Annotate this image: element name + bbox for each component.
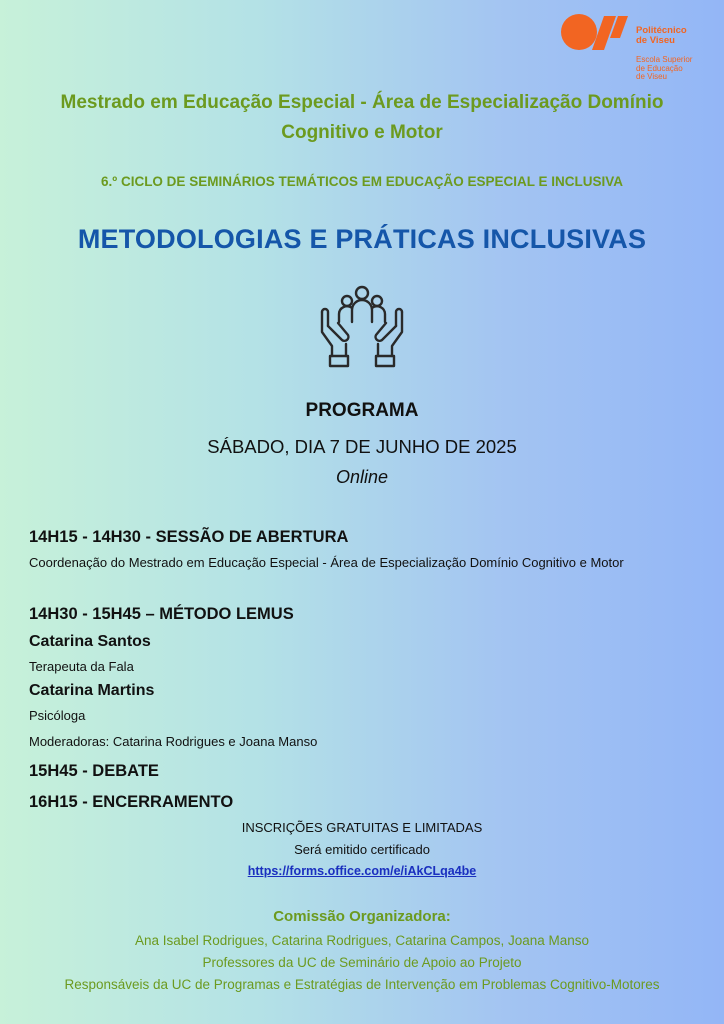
master-title: Mestrado em Educação Especial - Área de Especialização Domínio Cognitivo e Motor — [60, 92, 664, 143]
cycle-title: 6.º CICLO DE SEMINÁRIOS TEMÁTICOS EM EDUCAÇÃO ESPECIAL E INCLUSIVA — [101, 174, 623, 189]
committee-line-2: Professores da UC de Seminário de Apoio ao Projeto — [202, 955, 522, 970]
event-mode: Online — [335, 467, 389, 487]
logo-brand-text: Politécnico de Viseu — [636, 25, 687, 46]
committee-members: Ana Isabel Rodrigues, Catarina Rodrigues, Catarina Campos, Joana Manso — [135, 933, 589, 948]
event-date: SÁBADO, DIA 7 DE JUNHO DE 2025 — [207, 436, 517, 457]
opening-session-title: 14H15 - 14H30 - SESSÃO DE ABERTURA — [29, 528, 349, 546]
certificate-text: Será emitido certificado — [294, 842, 430, 857]
speaker-1-role: Terapeuta da Fala — [29, 659, 134, 674]
committee-line-3: Responsáveis da UC de Programas e Estratégias de Intervenção em Problemas Cognitivo-Motores — [64, 977, 660, 992]
speaker-1-name: Catarina Santos — [29, 633, 151, 650]
registration-text: INSCRIÇÕES GRATUITAS E LIMITADAS — [241, 820, 483, 835]
hands-holding-people-icon — [318, 282, 406, 370]
speaker-2-role: Psicóloga — [29, 708, 86, 723]
main-session-title: 14H30 - 15H45 – MÉTODO LEMUS — [29, 605, 294, 623]
logo-school-text: Escola Superior de Educação de Viseu — [636, 55, 693, 81]
institution-logo[interactable] — [560, 12, 710, 88]
closing-title: 16H15 - ENCERRAMENTO — [29, 793, 234, 811]
program-heading: PROGRAMA — [305, 400, 419, 421]
registration-link[interactable]: https://forms.office.com/e/iAkCLqa4be — [247, 864, 477, 878]
debate-title: 15H45 - DEBATE — [29, 762, 159, 780]
opening-session-text: Coordenação do Mestrado em Educação Especial - Área de Especialização Domínio Cognitivo e Motor — [29, 555, 624, 570]
committee-title: Comissão Organizadora: — [273, 908, 451, 925]
moderators-text: Moderadoras: Catarina Rodrigues e Joana Manso — [29, 734, 318, 749]
speaker-2-name: Catarina Martins — [29, 682, 155, 699]
politecnico-viseu-logo-mark-icon — [560, 12, 630, 52]
theme-title: METODOLOGIAS E PRÁTICAS INCLUSIVAS — [77, 224, 647, 254]
